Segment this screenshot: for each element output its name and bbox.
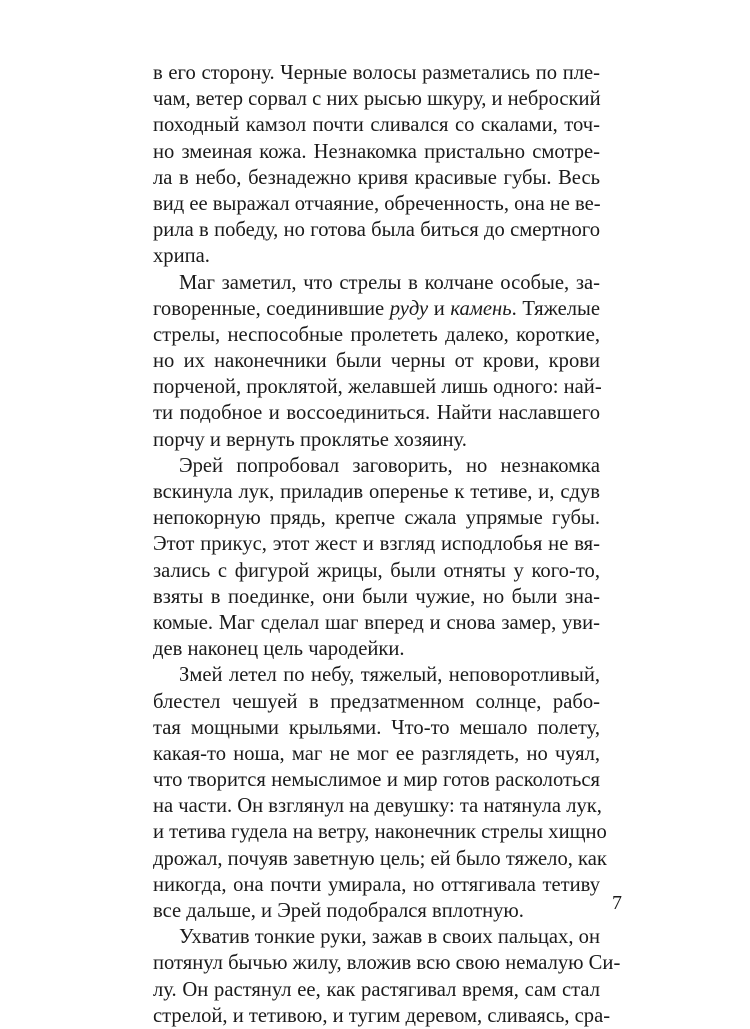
text-line: потянул бычью жилу, вложив всю свою немалую Си- — [153, 952, 621, 975]
text-line: взяты в поединке, они были чужие, но были зна- — [153, 585, 600, 608]
text-line: непокорную прядь, крепче сжала упрямые губы. — [153, 507, 600, 530]
text-line: лу. Он растянул ее, как растягивал время, сам стал — [153, 978, 600, 1001]
text-line: в его сторону. Черные волосы разметались по пле- — [153, 62, 600, 84]
text-line: Эрей попробовал заговорить, но незнакомка — [179, 454, 600, 477]
text-line: вид ее выражал отчаяние, обреченность, она не ве- — [153, 192, 601, 215]
text-line: ти подобное и воссоединиться. Найти наславшего — [153, 402, 600, 425]
text-line: вскинула лук, приладив оперенье к тетиве, и, сдув — [153, 481, 600, 503]
text-line: чам, ветер сорвал с них рысью шкуру, и неброский — [153, 88, 601, 111]
text-line: Этот прикус, этот жест и взгляд исподлобья не вя- — [153, 533, 600, 556]
text-line: на части. Он взглянул на девушку: та натянула лук, — [153, 795, 602, 818]
text-line: хрипа. — [153, 245, 210, 268]
text-line: дрожал, почуяв заветную цель; ей было тяжело, как — [153, 847, 607, 870]
text-line: порченой, проклятой, желавшей лишь одного: най- — [153, 376, 602, 399]
text-line: походный камзол почти сливался со скалами, точ- — [153, 114, 600, 137]
text-line: все дальше, и Эрей подобрался вплотную. — [153, 900, 524, 922]
text-line-with-italics — [153, 296, 600, 322]
text-line: дев наконец цель чародейки. — [153, 638, 405, 661]
text-line: стрелы, неспособные пролететь далеко, короткие, — [153, 323, 600, 346]
text-line: Ухватив тонкие руки, зажав в своих пальцах, он — [179, 926, 600, 949]
text-line: стрелой, и тетивою, и тугим деревом, сливаясь, сра- — [153, 1004, 611, 1027]
text-line: но змеиная кожа. Незнакомка пристально смотре- — [153, 140, 600, 163]
text-line: блестел чешуей в предзатменном солнце, рабо- — [153, 690, 600, 713]
italic-word: руду — [389, 297, 429, 320]
text-line: порчу и вернуть проклятье хозяину. — [153, 428, 467, 451]
italic-word: камень — [450, 297, 512, 320]
text-line: но их наконечники были черны от крови, крови — [153, 350, 600, 373]
text-run: говоренные, соединившие — [153, 297, 390, 320]
text-run: и — [428, 297, 451, 320]
text-line: какая-то ноша, маг не мог ее разглядеть, но чуял, — [153, 742, 600, 765]
text-line: рила в победу, но готова была биться до смертного — [153, 219, 600, 242]
text-line: никогда, она почти умирала, но оттягивала тетиву — [153, 873, 600, 896]
text-line: и тетива гудела на ветру, наконечник стрелы хищно — [153, 821, 607, 844]
body-text — [153, 60, 621, 1029]
text-line: Змей летел по небу, тяжелый, неповоротливый, — [179, 664, 600, 687]
text-line: зались с фигурой жрицы, были отняты у кого-то, — [153, 559, 600, 582]
text-run: . Тяжелые — [511, 297, 600, 320]
page-number: 7 — [612, 892, 622, 914]
text-line: ла в небо, безнадежно кривя красивые губы. Весь — [153, 166, 600, 189]
text-line: что творится немыслимое и мир готов расколоться — [153, 769, 600, 792]
text-line: комые. Маг сделал шаг вперед и снова замер, уви- — [153, 611, 600, 634]
text-line: тая мощными крыльями. Что-то мешало полету, — [153, 716, 600, 739]
text-line: Маг заметил, что стрелы в колчане особые, за- — [179, 271, 600, 294]
